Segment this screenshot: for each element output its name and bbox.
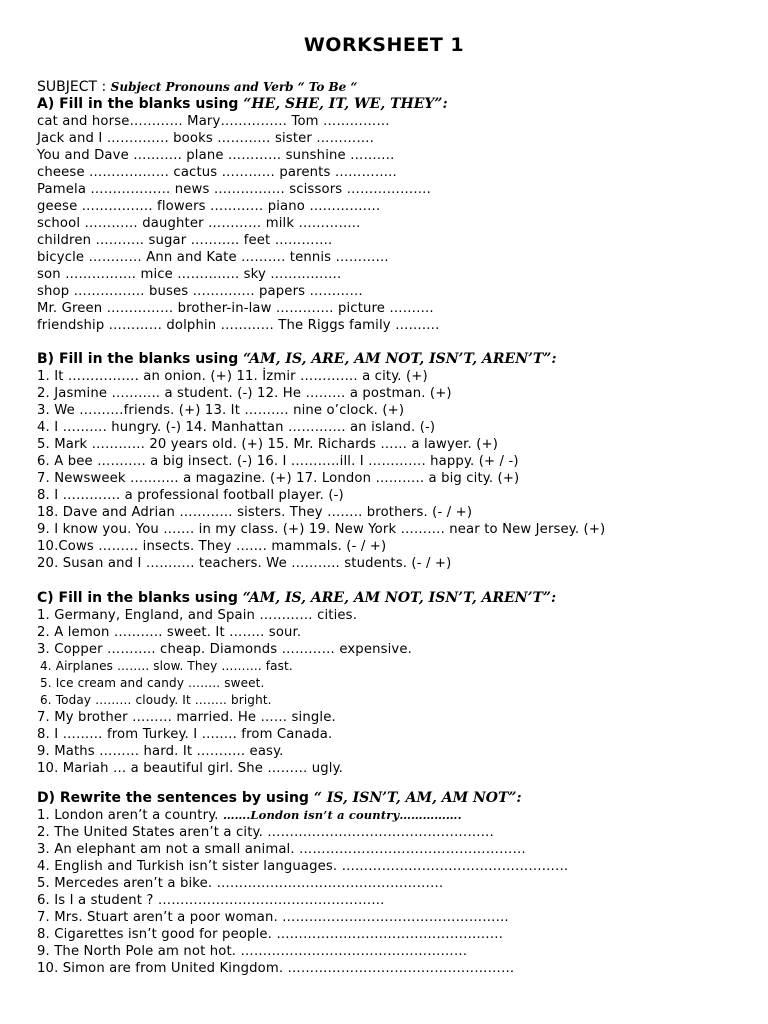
section-a-line: son ……………. mice ………….. sky ……………. [37,267,342,282]
subject-label: SUBJECT : [37,79,107,95]
section-d-line: 10. Simon are from United Kingdom. …………………………………………… [37,961,515,976]
section-d-line: 8. Cigarettes isn’t good for people. …………………………………………… [37,927,504,942]
section-a-line: Jack and I ………….. books ………… sister …………. [37,131,375,146]
section-b-line: 9. I know you. You ……. in my class. (+) 19. New York ………. near to New Jersey. (+) [37,522,606,537]
subject-text: Subject Pronouns and Verb “ To Be “ [110,80,358,94]
section-d-heading-text: D) Rewrite the sentences by using [37,790,314,806]
section-c-lines [37,607,757,777]
section-c-heading-quote: “AM, IS, ARE, AM NOT, ISN’T, AREN’T”: [242,590,557,606]
section-c-line: 5. Ice cream and candy …….. sweet. [40,676,265,690]
section-b-line: 20. Susan and I ……….. teachers. We ……….. students. (- / +) [37,556,452,571]
section-b-line: 4. I ………. hungry. (-) 14. Manhattan …………. an island. (-) [37,420,436,435]
section-d-line: 3. An elephant am not a small animal. …………………………………………… [37,842,526,857]
section-a-line: school ………… daughter ………… milk ………….. [37,216,361,231]
section-a [37,96,757,334]
section-c [37,590,757,777]
section-c-line: 10. Mariah … a beautiful girl. She ……… ugly. [37,761,344,776]
section-d-example-answer: …….London isn’t a country……………. [222,808,462,822]
section-a-line: Mr. Green …………… brother-in-law …………. picture ………. [37,301,434,316]
section-b-line: 6. A bee ……….. a big insect. (-) 16. I ………..ill. I …………. happy. (+ / -) [37,454,519,469]
section-c-line: 1. Germany, England, and Spain ………… cities. [37,608,358,623]
section-d-line: 2. The United States aren’t a city. …………………………………………… [37,825,495,840]
section-d-line: 6. Is I a student ? …………………………………………… [37,893,385,908]
section-b [37,351,757,572]
section-d-line [37,807,757,824]
section-b-heading-text: B) Fill in the blanks using [37,351,244,367]
section-a-heading-text: A) Fill in the blanks using [37,96,244,112]
section-a-line: children ……….. sugar ……….. feet …………. [37,233,333,248]
section-d-line: 4. English and Turkish isn’t sister languages. …………………………………………… [37,859,569,874]
section-b-heading-quote: “AM, IS, ARE, AM NOT, ISN’T, AREN’T”: [243,351,557,367]
section-d-lines [37,824,757,977]
section-a-line: bicycle ………… Ann and Kate ………. tennis ………… [37,250,389,265]
section-c-line: 9. Maths ……… hard. It ……….. easy. [37,744,284,759]
section-d-line: 7. Mrs. Stuart aren’t a poor woman. …………………………………………… [37,910,509,925]
page-title: WORKSHEET 1 [303,34,465,56]
section-c-line: 7. My brother ……… married. He …… single. [37,710,336,725]
section-b-line: 5. Mark ………… 20 years old. (+) 15. Mr. Richards …… a lawyer. (+) [37,437,498,452]
section-a-line: Pamela ……………… news ……………. scissors ………………. [37,182,431,197]
section-a-line: geese ……………. flowers ………… piano ……………. [37,199,381,214]
section-b-line: 10.Cows ……… insects. They ……. mammals. (- / +) [37,539,387,554]
section-d-line: 5. Mercedes aren’t a bike. …………………………………………… [37,876,444,891]
section-b-line: 2. Jasmine ……….. a student. (-) 12. He ……… a postman. (+) [37,386,452,401]
section-a-lines [37,113,757,334]
section-b-line: 7. Newsweek ……….. a magazine. (+) 17. London ……….. a big city. (+) [37,471,520,486]
section-b-line: 1. It ……………. an onion. (+) 11. İzmir …………. a city. (+) [37,369,428,384]
section-d-line: 9. The North Pole am not hot. …………………………………………… [37,944,468,959]
section-a-line: shop ……………. buses ………….. papers ………… [37,284,363,299]
section-d-heading-quote: “ IS, ISN’T, AM, AM NOT”: [313,790,522,806]
section-d-first-sentence: 1. London aren’t a country. [37,808,223,823]
section-d-heading [37,790,757,807]
section-c-line: 6. Today ……… cloudy. It …….. bright. [40,693,272,707]
section-c-line: 4. Airplanes …….. slow. They ………. fast. [40,659,293,673]
section-a-heading [37,96,757,113]
section-c-heading-text: C) Fill in the blanks using [37,590,243,606]
section-b-lines [37,368,757,572]
section-a-line: friendship ………… dolphin ………… The Riggs family ………. [37,318,440,333]
section-b-heading [37,351,757,368]
section-c-line: 8. I ……… from Turkey. I …….. from Canada. [37,727,333,742]
section-a-line: cat and horse………… Mary…………… Tom …………… [37,114,390,129]
section-c-line: 2. A lemon ……….. sweet. It …….. sour. [37,625,302,640]
section-c-line: 3. Copper ……….. cheap. Diamonds ………… expensive. [37,642,412,657]
section-d [37,790,757,977]
subject-line [37,78,357,96]
section-b-line: 3. We ……….friends. (+) 13. It ………. nine o’clock. (+) [37,403,405,418]
section-c-heading [37,590,757,607]
section-b-line: 8. I …………. a professional football player. (-) [37,488,344,503]
section-a-heading-quote: “HE, SHE, IT, WE, THEY”: [243,96,448,112]
section-b-line: 18. Dave and Adrian ………… sisters. They …….. brothers. (- / +) [37,505,473,520]
section-a-line: You and Dave ……….. plane ………… sunshine ………. [37,148,395,163]
section-a-line: cheese ……………… cactus ………… parents ………….. [37,165,397,180]
